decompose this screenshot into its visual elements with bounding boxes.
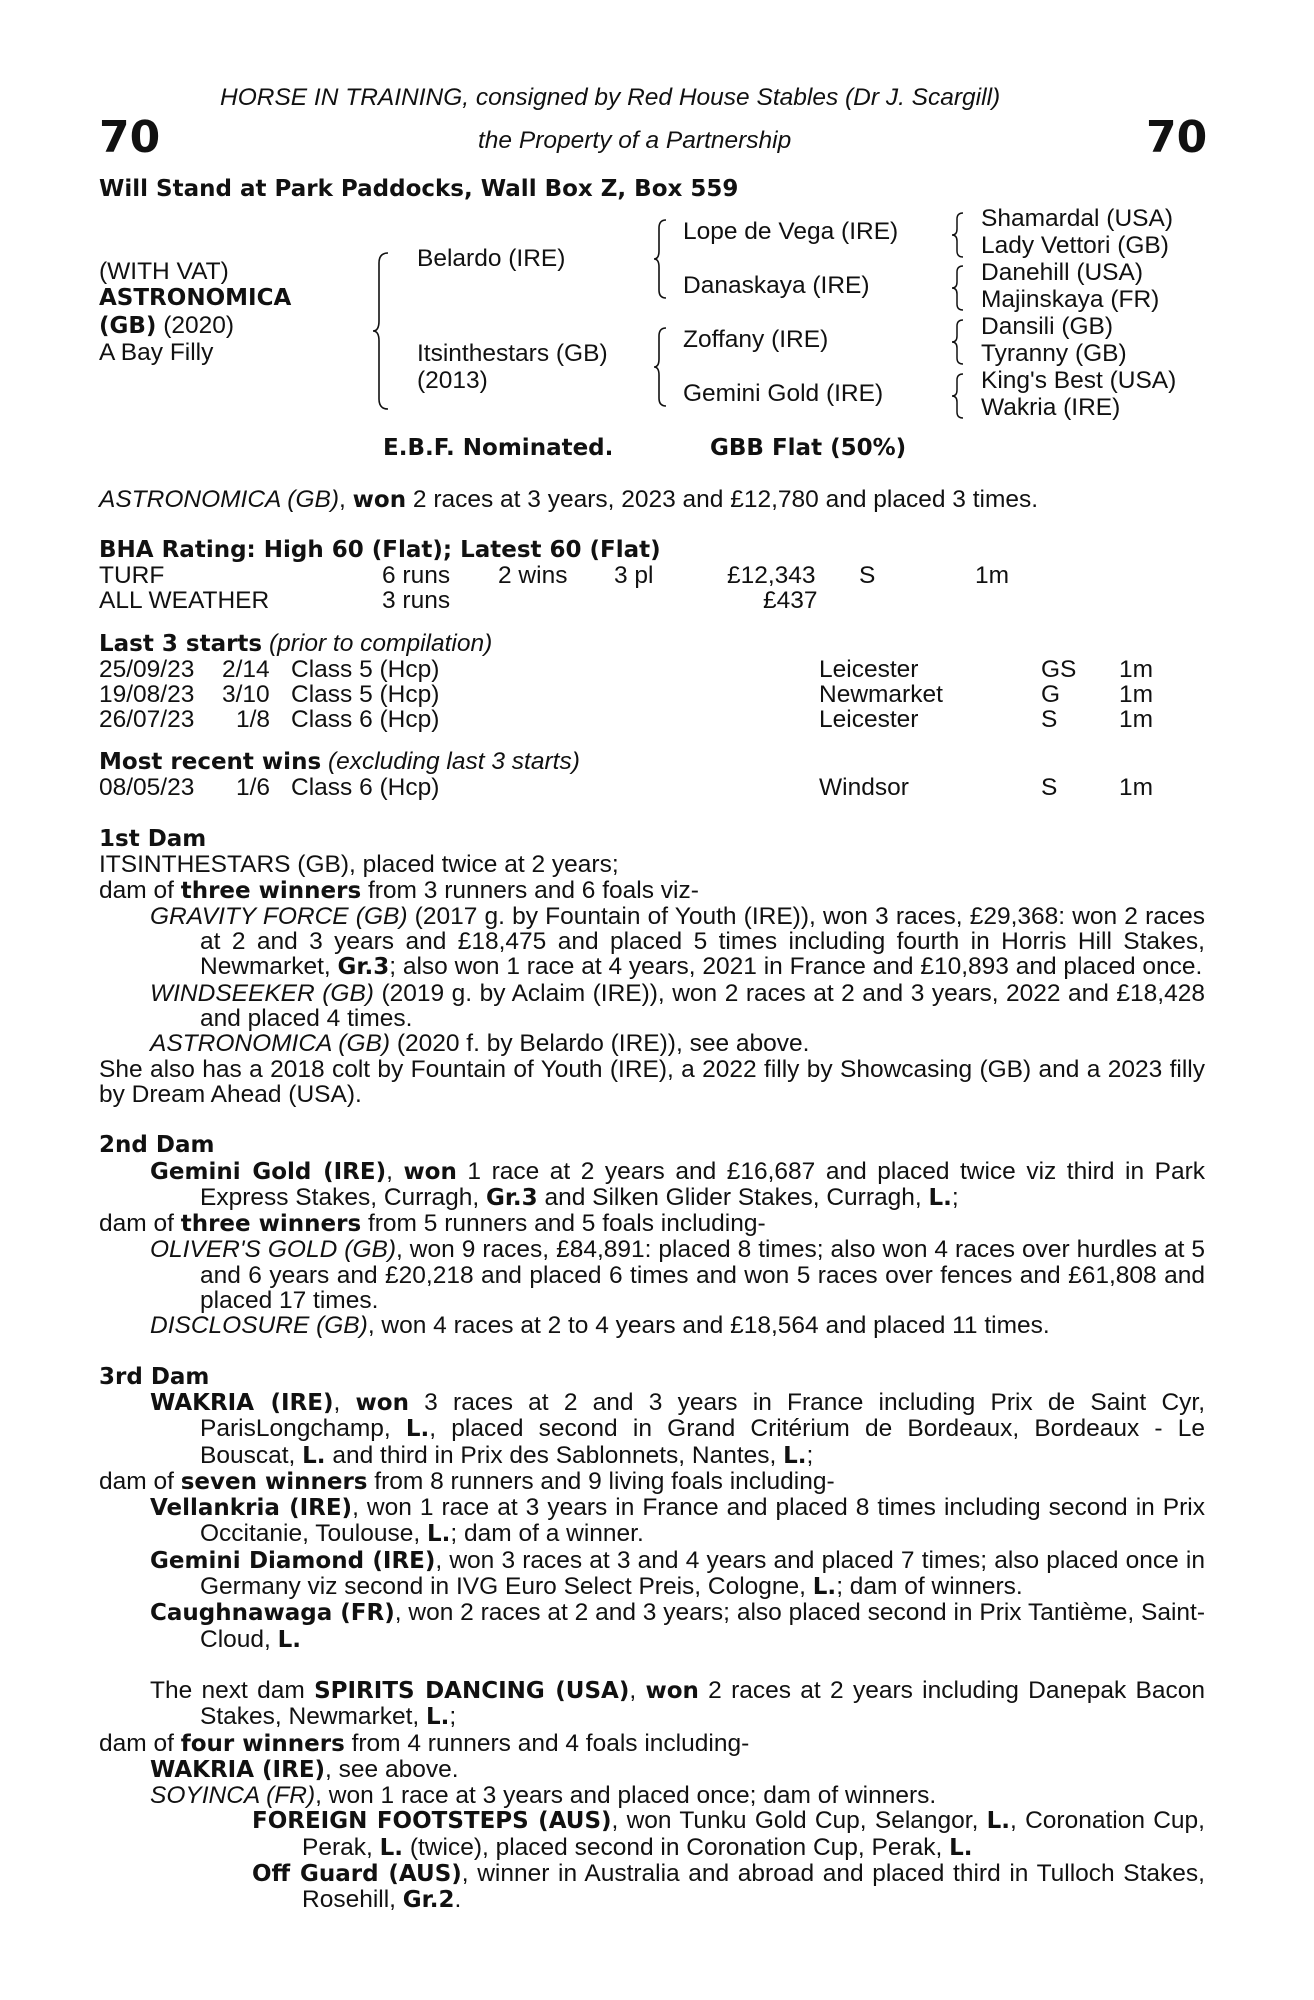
start-distance: 1m	[1119, 681, 1154, 708]
listed: L.	[277, 1626, 302, 1653]
dam-name: SPIRITS DANCING (USA)	[314, 1677, 630, 1704]
start-going: S	[1041, 706, 1058, 733]
start-position: 1/8	[236, 706, 271, 733]
progeny-entry	[99, 1757, 1205, 1783]
listed: L.	[302, 1442, 326, 1469]
progeny-entry	[99, 1031, 1205, 1056]
dam-text: 3 races at 2 and 3 years in France including Prix de Saint Cyr, ParisLongchamp,	[200, 1388, 1205, 1443]
start-distance: 1m	[1119, 656, 1154, 683]
dam-text: and third in Prix des Sablonnets, Nantes,	[325, 1441, 784, 1469]
progeny-name: FOREIGN FOOTSTEPS (AUS)	[252, 1808, 612, 1835]
progeny-text: (2020 f. by Belardo (IRE)), see above.	[390, 1030, 810, 1058]
rating-prize: £437	[763, 587, 818, 614]
progeny-name: Vellankria (IRE)	[150, 1495, 353, 1522]
dam-of-post: from 4 runners and 4 foals including-	[344, 1729, 750, 1757]
dam-of-post: from 5 runners and 5 foals including-	[361, 1210, 766, 1238]
win-race: Class 6 (Hcp)	[291, 774, 440, 801]
progeny-name: ASTRONOMICA (GB)	[150, 1030, 391, 1058]
pedigree-dam-dam: Gemini Gold (IRE)	[683, 380, 884, 407]
dam-of-pre: dam of	[99, 876, 181, 904]
progeny-text: , winner in Australia and abroad and placed third in Tulloch Stakes, Rosehill,	[302, 1859, 1205, 1914]
grade: Gr.3	[485, 1184, 538, 1211]
start-race: Class 5 (Hcp)	[291, 656, 440, 683]
progeny-text: ; dam of a winner.	[450, 1520, 644, 1548]
progeny-text: ; also won 1 race at 4 years, 2021 in France and £10,893 and placed once.	[389, 953, 1203, 981]
pedigree-brace-main	[373, 251, 393, 411]
progeny-text: , won 3 races at 3 and 4 years and placed 7 times; also placed once in Germany viz second in IVG Euro Select Preis, Cologne,	[200, 1546, 1205, 1601]
horse-year: (2020)	[163, 312, 235, 339]
progeny-text: .	[454, 1886, 462, 1914]
won-label: won	[403, 1158, 457, 1185]
win-course: Windsor	[819, 774, 909, 801]
listed: L.	[928, 1184, 952, 1211]
win-position: 1/6	[236, 774, 271, 801]
pedigree-gen3-8: Wakria (IRE)	[981, 394, 1121, 421]
progeny-text: , won Tunku Gold Cup, Selangor,	[611, 1807, 987, 1835]
pedigree-dam-sire: Zoffany (IRE)	[683, 326, 829, 353]
gbb-flat: GBB Flat (50%)	[710, 435, 907, 461]
progeny-text: , Coronation Cup, Perak,	[302, 1807, 1205, 1861]
second-dam-heading-text: 2nd Dam	[99, 1132, 215, 1159]
progeny-name: OLIVER'S GOLD (GB)	[150, 1236, 397, 1264]
last-starts-note: (prior to compilation)	[268, 630, 493, 657]
produce-record	[99, 826, 1205, 1914]
progeny-text: (2019 g. by Aclaim (IRE)), won 2 races at 2 and 3 years, 2022 and £18,428 and placed 4 times.	[200, 979, 1205, 1033]
start-date: 26/07/23	[99, 706, 195, 733]
dam-name: WAKRIA (IRE)	[150, 1389, 334, 1416]
pedigree-gen3-2: Lady Vettori (GB)	[981, 232, 1169, 259]
listed: L.	[986, 1808, 1011, 1835]
pedigree-brace-g3-2	[952, 264, 966, 312]
horse-country: (GB)	[99, 313, 157, 339]
rating-wins: 2 wins	[498, 562, 568, 589]
pedigree-brace-dam	[654, 326, 670, 408]
lot-number-right: 70	[1146, 112, 1208, 163]
progeny-name: WAKRIA (IRE)	[150, 1756, 326, 1783]
progeny-text: , see above.	[325, 1755, 459, 1783]
progeny-name: Gemini Diamond (IRE)	[150, 1547, 436, 1574]
third-dam-entry: WAKRIA (IRE), won 3 races at 2 and 3 years in France including Prix de Saint Cyr, ParisLongchamp, L., placed second in Grand Critérium de Bordeaux, Bordeaux - Le Bouscat, L. and third in Prix des Sablonnets, Nantes, L.;	[150, 1388, 1205, 1469]
rating-prize: £12,343	[727, 562, 816, 589]
vat-label: (WITH VAT)	[99, 258, 229, 285]
win-going: S	[1041, 774, 1058, 801]
progeny-entry	[99, 1548, 1205, 1601]
grandprogeny-entry	[99, 1861, 1205, 1914]
dam-text: and Silken Glider Stakes, Curragh,	[537, 1183, 929, 1211]
progeny-entry	[99, 1783, 1205, 1808]
pedigree-sire-sire: Lope de Vega (IRE)	[683, 218, 899, 245]
pedigree-gen3-4: Majinskaya (FR)	[981, 286, 1160, 313]
dam-text: 2 races at 2 years including Danepak Bacon Stakes, Newmarket,	[200, 1676, 1205, 1731]
start-going: GS	[1041, 656, 1077, 683]
rating-runs: 6 runs	[382, 562, 451, 589]
start-going: G	[1041, 681, 1061, 708]
rating-distance: 1m	[975, 562, 1010, 589]
listed: L.	[405, 1416, 430, 1443]
listed: L.	[426, 1521, 451, 1548]
pedigree-dam: Itsinthestars (GB)	[417, 340, 608, 367]
recent-wins-heading	[99, 749, 580, 775]
summary-line: ASTRONOMICA (GB), won 2 races at 3 years, 2023 and £12,780 and placed 3 times.	[99, 486, 1039, 513]
dam-of-pre: dam of	[99, 1729, 181, 1757]
win-date: 08/05/23	[99, 774, 195, 801]
dam-of-post: from 8 runners and 9 living foals including-	[367, 1467, 835, 1495]
start-position: 3/10	[222, 681, 270, 708]
pedigree-gen3-1: Shamardal (USA)	[981, 205, 1173, 232]
dam-name: Gemini Gold (IRE)	[150, 1158, 387, 1185]
last-starts-heading	[99, 631, 492, 657]
pedigree-sire: Belardo (IRE)	[417, 245, 566, 272]
start-position: 2/14	[222, 656, 270, 683]
progeny-text: ; dam of winners.	[836, 1573, 1023, 1601]
progeny-entry	[99, 1495, 1205, 1548]
first-dam-heading-text: 1st Dam	[99, 826, 207, 852]
next-dam-dam-of	[99, 1731, 1205, 1757]
dam-of-winners: three winners	[180, 1211, 362, 1238]
summary-text: 2 races at 3 years, 2023 and £12,780 and placed 3 times.	[406, 486, 1039, 513]
progeny-text: , won 1 race at 3 years and placed once; dam of winners.	[315, 1782, 937, 1810]
dam-text: , placed second in Grand Critérium de Bordeaux, Bordeaux - Le Bouscat,	[200, 1415, 1205, 1469]
location-line: Will Stand at Park Paddocks, Wall Box Z, Box 559	[99, 176, 739, 202]
won-label: won	[355, 1389, 409, 1416]
progeny-text: (2017 g. by Fountain of Youth (IRE)), won 3 races, £29,368: won 2 races at 2 and 3 years and £18,475 and placed 5 times including fourth in Horris Hill Stakes, Newmarket,	[200, 902, 1205, 981]
third-dam-heading	[99, 1364, 1205, 1390]
progeny-text: , won 9 races, £84,891: placed 8 times; also won 4 races over hurdles at 5 and 6 years and £20,218 and placed 6 times and won 5 races over fences and £61,808 and placed 17 times.	[200, 1236, 1205, 1315]
progeny-entry	[99, 1313, 1205, 1338]
rating-runs: 3 runs	[382, 587, 451, 614]
progeny-text: (twice), placed second in Coronation Cup, Perak,	[403, 1833, 950, 1861]
rating-going: S	[859, 562, 876, 589]
dam-text: ;	[951, 1183, 959, 1211]
listed: L.	[379, 1834, 404, 1861]
lot-number-left: 70	[99, 112, 161, 163]
pedigree-gen3-6: Tyranny (GB)	[981, 340, 1127, 367]
dam-of-winners: three winners	[180, 877, 362, 904]
last-starts-title: Last 3 starts	[99, 631, 263, 657]
rating-surface: ALL WEATHER	[99, 587, 270, 614]
start-course: Leicester	[819, 656, 919, 683]
summary-won: won	[352, 487, 407, 513]
progeny-text: , won 4 races at 2 to 4 years and £18,564 and placed 11 times.	[367, 1312, 1050, 1340]
progeny-text: , won 2 races at 2 and 3 years; also placed second in Prix Tantième, Saint-Cloud,	[200, 1599, 1205, 1653]
first-dam-also: She also has a 2018 colt by Fountain of Youth (IRE), a 2022 filly by Showcasing (GB) and a 2023 filly by Dream Ahead (USA).	[99, 1055, 1205, 1108]
pedigree-brace-g3-1	[952, 211, 966, 259]
start-date: 19/08/23	[99, 681, 195, 708]
start-distance: 1m	[1119, 706, 1154, 733]
second-dam-heading	[99, 1132, 1205, 1158]
next-dam-pre: The next dam	[150, 1676, 315, 1704]
pedigree-gen3-5: Dansili (GB)	[981, 313, 1114, 340]
progeny-text: , won 1 race at 3 years in France and placed 8 times including second in Prix Occitanie, Toulouse,	[200, 1494, 1205, 1548]
dam-text: 1 race at 2 years and £16,687 and placed twice viz third in Park Express Stakes, Curragh,	[200, 1157, 1205, 1211]
progeny-name: Off Guard (AUS)	[252, 1860, 462, 1887]
won-label: won	[645, 1677, 699, 1704]
grandprogeny-entry	[99, 1808, 1205, 1861]
listed: L.	[812, 1574, 837, 1601]
dam-of-post: from 3 runners and 6 foals viz-	[361, 876, 699, 904]
summary-horse-name: ASTRONOMICA (GB)	[99, 486, 340, 513]
first-dam-dam-of	[99, 878, 1205, 904]
dam-of-winners: seven winners	[180, 1468, 368, 1495]
grade: Gr.2	[402, 1887, 455, 1914]
third-dam-heading-text: 3rd Dam	[99, 1363, 210, 1390]
progeny-name: Caughnawaga (FR)	[150, 1600, 395, 1627]
second-dam-dam-of	[99, 1211, 1205, 1237]
start-race: Class 6 (Hcp)	[291, 706, 440, 733]
pedigree-gen3-3: Danehill (USA)	[981, 259, 1144, 286]
horse-description: A Bay Filly	[99, 339, 214, 366]
win-distance: 1m	[1119, 774, 1154, 801]
recent-wins-title: Most recent wins	[99, 749, 322, 775]
recent-wins-note: (excluding last 3 starts)	[327, 748, 580, 775]
progeny-name: DISCLOSURE (GB)	[150, 1312, 368, 1340]
ebf-nominated: E.B.F. Nominated.	[383, 435, 614, 461]
listed: L.	[783, 1442, 807, 1469]
rating-surface: TURF	[99, 562, 165, 589]
pedigree-brace-sire	[654, 218, 670, 300]
dam-of-pre: dam of	[99, 1210, 181, 1238]
start-race: Class 5 (Hcp)	[291, 681, 440, 708]
start-course: Newmarket	[819, 681, 943, 708]
pedigree-sire-dam: Danaskaya (IRE)	[683, 272, 870, 299]
start-course: Leicester	[819, 706, 919, 733]
progeny-name: WINDSEEKER (GB)	[150, 979, 374, 1007]
pedigree-brace-g3-4	[952, 372, 966, 420]
progeny-name: SOYINCA (FR)	[150, 1782, 316, 1810]
listed: L.	[949, 1834, 973, 1861]
listed: L.	[426, 1704, 450, 1731]
heading-line1: HORSE IN TRAINING, consigned by Red House Stables (Dr J. Scargill)	[220, 84, 1001, 111]
rating-placed: 3 pl	[614, 562, 654, 589]
horse-country-year	[99, 313, 234, 339]
start-date: 25/09/23	[99, 656, 195, 683]
first-dam-heading	[99, 826, 1205, 852]
third-dam-dam-of	[99, 1469, 1205, 1495]
second-dam-entry: Gemini Gold (IRE), won 1 race at 2 years and £16,687 and placed twice viz third in Park Express Stakes, Curragh, Gr.3 and Silken Glider Stakes, Curragh, L.;	[150, 1157, 1205, 1211]
dam-text: ;	[806, 1441, 814, 1469]
pedigree-dam-year: (2013)	[417, 367, 488, 394]
progeny-entry	[99, 1237, 1205, 1313]
first-dam-line: ITSINTHESTARS (GB), placed twice at 2 years;	[99, 851, 619, 879]
progeny-entry	[99, 904, 1205, 981]
progeny-grade: Gr.3	[337, 954, 390, 981]
dam-of-pre: dam of	[99, 1467, 181, 1495]
dam-of-winners: four winners	[180, 1730, 345, 1757]
progeny-entry	[99, 981, 1205, 1032]
next-dam-entry: The next dam SPIRITS DANCING (USA), won 2 races at 2 years including Danepak Bacon Stakes, Newmarket, L.;	[150, 1676, 1205, 1731]
heading-line2: the Property of a Partnership	[478, 127, 792, 154]
rating-heading: BHA Rating: High 60 (Flat); Latest 60 (Flat)	[99, 537, 661, 563]
dam-text: ;	[449, 1703, 457, 1731]
progeny-entry	[99, 1600, 1205, 1653]
progeny-name: GRAVITY FORCE (GB)	[150, 902, 408, 930]
horse-name: ASTRONOMICA	[99, 285, 292, 311]
pedigree-brace-g3-3	[952, 318, 966, 366]
pedigree-gen3-7: King's Best (USA)	[981, 367, 1177, 394]
